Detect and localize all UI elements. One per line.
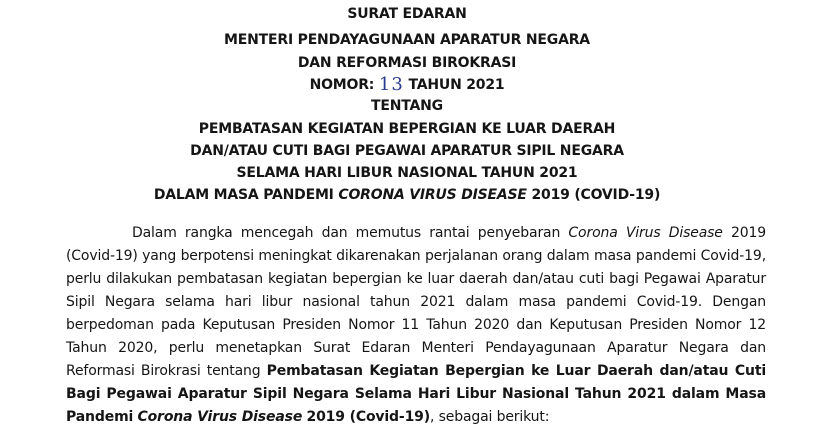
body-text — [66, 222, 766, 429]
para-part-4: , sebagai berikut: — [430, 409, 550, 425]
subject-4a: DALAM MASA PANDEMI — [153, 187, 334, 203]
issuer-line-2: DAN REFORMASI BIROKRASI — [297, 55, 517, 71]
number-label: NOMOR: — [309, 77, 375, 93]
issuer-line-1: MENTERI PENDAYAGUNAAN APARATUR NEGARA — [224, 32, 590, 48]
para-part-2: Corona Virus Disease — [568, 225, 723, 241]
number-value: 13 — [378, 74, 404, 95]
para-bold-2: Corona Virus Disease — [137, 409, 303, 425]
subject-line-2: DAN/ATAU CUTI BAGI PEGAWAI APARATUR SIPIL NEGARA — [190, 143, 624, 159]
document-number — [0, 75, 814, 94]
doc-type-title: SURAT EDARAN — [347, 6, 467, 22]
subject-4b: CORONA VIRUS DISEASE — [338, 187, 527, 203]
para-part-3: 2019 (Covid-19) yang berpotensi meningkat dikarenakan perjalanan orang dalam masa pandemi Covid-19, perlu dilakukan pembatasan kegiatan bepergian ke luar daerah dan/atau cuti bagi Pegawai Aparatur Sipil Negara selama hari libur nasional tahun 2021 dalam masa pandemi Covid-19. Dengan berpedoman pada Keputusan Presiden Nomor 11 Tahun 2020 dan Keputusan Presiden Nomor 12 Tahun 2020, perlu menetapkan Surat Edaran Menteri Pendayagunaan Aparatur Negara dan Reformasi Birokrasi tentang — [66, 225, 766, 379]
number-year: TAHUN 2021 — [408, 77, 505, 93]
subject-line-4 — [0, 186, 814, 204]
body-paragraph — [66, 222, 766, 429]
para-part-1: Dalam rangka mencegah dan memutus rantai penyebaran — [132, 225, 561, 241]
subject-line-1: PEMBATASAN KEGIATAN BEPERGIAN KE LUAR DAERAH — [198, 121, 616, 137]
para-bold-3: 2019 (Covid-19) — [306, 409, 431, 425]
subject-4c: 2019 (COVID-19) — [531, 187, 661, 203]
subject-line-3: SELAMA HARI LIBUR NASIONAL TAHUN 2021 — [236, 165, 578, 181]
para-bold-1: Pembatasan Kegiatan Bepergian ke Luar Daerah dan/atau Cuti Bagi Pegawai Aparatur Sipil Negara Selama Hari Libur Nasional Tahun 2021 dalam Masa Pandemi — [66, 363, 767, 425]
about-label: TENTANG — [371, 98, 443, 114]
